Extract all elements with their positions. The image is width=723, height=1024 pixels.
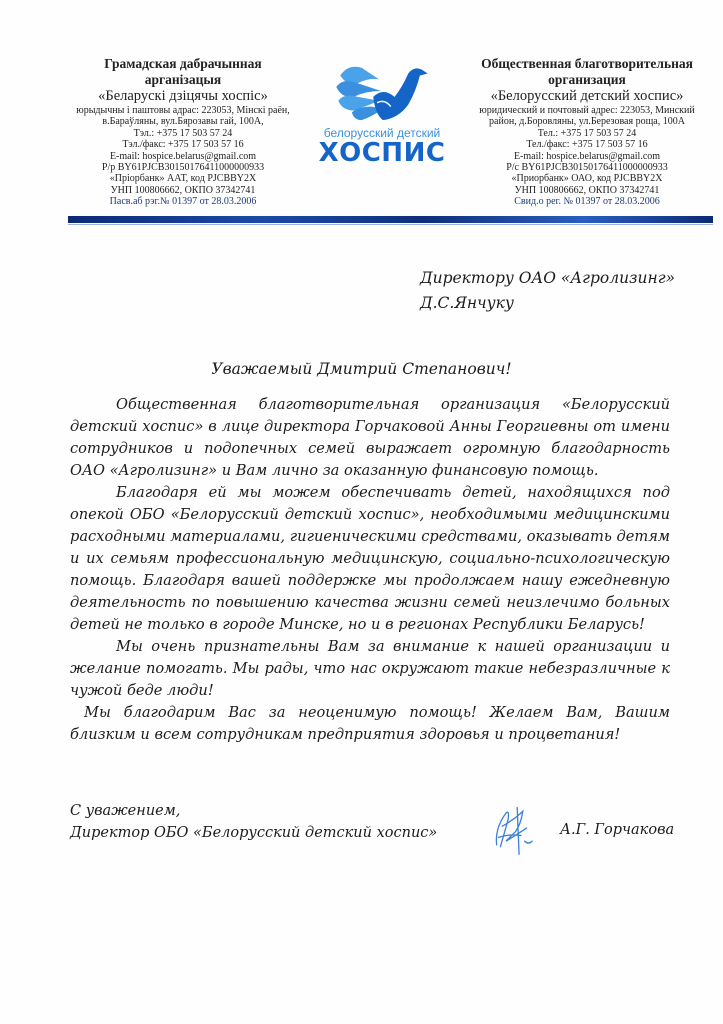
body-paragraph: Мы благодарим Вас за неоценимую помощь! Желаем Вам, Вашим близким и всем сотрудникам предприятия здоровья и процветания!: [70, 704, 670, 743]
recipient-name: Д.С.Янчуку: [420, 294, 514, 312]
address-line: район, д.Боровляны, ул.Березовая роща, 100А: [489, 116, 685, 128]
hospice-logo: [317, 58, 447, 166]
fax-line: Тэл./факс: +375 17 503 57 16: [122, 139, 244, 151]
email-line: E-mail: hospice.belarus@gmail.com: [513, 150, 661, 162]
tax-id-line: УНП 100806662, ОКПО 37342741: [514, 184, 660, 196]
logo-subtitle: белорусский детский: [323, 126, 441, 140]
letterhead-right: [456, 56, 718, 208]
org-name: «Белорусский детский хоспис»: [490, 88, 684, 104]
closing-block: [70, 800, 437, 844]
bank-account-line: Р/с BY61PJCB30150176411000000933: [506, 162, 668, 174]
registration-line: Пасв.аб рэг.№ 01397 от 28.03.2006: [109, 196, 257, 208]
bank-account-line: Р/р BY61PJCB30150176411000000933: [101, 162, 265, 174]
closing-regards: С уважением,: [70, 803, 181, 819]
registration-line: Свид.о рег. № 01397 от 28.03.2006: [514, 196, 660, 208]
logo-title: ХОСПИС: [318, 138, 446, 168]
body-paragraph: Благодаря ей мы можем обеспечивать детей, находящихся под опекой ОБО «Белорусский детский хоспис», необходимыми медицинскими расходными материалами, гигиеническими средствами, оказывать детям и их семьям профессиональную медицинскую, социально-психологическую помощь. Благодаря вашей поддержке мы продолжаем нашу ежедневную деятельность по повышению качества жизни семей неизлечимо больных детей не только в городе Минске, но и в регионах Республики Беларусь!: [70, 484, 670, 633]
recipient-block: [420, 266, 675, 316]
letterhead-separator-line: [68, 224, 713, 225]
letterhead-left: [52, 56, 314, 208]
fax-line: Тел./факс: +375 17 503 57 16: [526, 139, 648, 151]
bank-name-line: «Приорбанк» ОАО, код PJCBBY2X: [511, 173, 663, 185]
body-paragraph: Мы очень признательны Вам за внимание к нашей организации и желание помогать. Мы рады, что нас окружают такие небезразличные к чужой беде люди!: [70, 638, 670, 699]
org-type-line: Грамадская дабрачынная: [104, 56, 262, 71]
letter-body: [70, 394, 670, 746]
org-type-line: организация: [548, 72, 626, 87]
salutation: Уважаемый Дмитрий Степанович!: [211, 360, 512, 378]
signer-position: Директор ОБО «Белорусский детский хоспис»: [70, 825, 438, 841]
body-paragraph: Общественная благотворительная организация «Белорусский детский хоспис» в лице директора Горчаковой Анны Георгиевны от имени сотрудников и подопечных семей выражает огромную благодарность ОАО «Агролизинг» и Вам лично за оказанную финансовую помощь.: [70, 396, 670, 479]
org-type-line: арганізацыя: [144, 72, 222, 87]
email-line: E-mail: hospice.belarus@gmail.com: [109, 150, 257, 162]
handwritten-signature-icon: [478, 798, 548, 860]
hands-dove-icon: [317, 58, 447, 126]
address-line: в.Бараўляны, вул.Бярозавы гай, 100А,: [102, 116, 264, 128]
phone-line: Тэл.: +375 17 503 57 24: [133, 127, 233, 139]
org-type-line: Общественная благотворительная: [481, 56, 693, 71]
address-line: юрыдычны і паштовы адрас: 223053, Мінскі раён,: [76, 105, 290, 116]
org-name: «Беларускі дзіцячы хоспіс»: [98, 88, 268, 104]
signer-name: А.Г. Горчакова: [560, 822, 675, 838]
recipient-title: Директору ОАО «Агролизинг»: [420, 269, 676, 287]
tax-id-line: УНП 100806662, ОКПО 37342741: [110, 184, 256, 196]
address-line: юридический и почтовый адрес: 223053, Минский: [479, 105, 695, 116]
letterhead-separator-band: [68, 216, 713, 223]
bank-name-line: «Пріорбанк» ААТ, код PJCBBY2X: [109, 173, 257, 185]
phone-line: Тел.: +375 17 503 57 24: [537, 127, 637, 139]
